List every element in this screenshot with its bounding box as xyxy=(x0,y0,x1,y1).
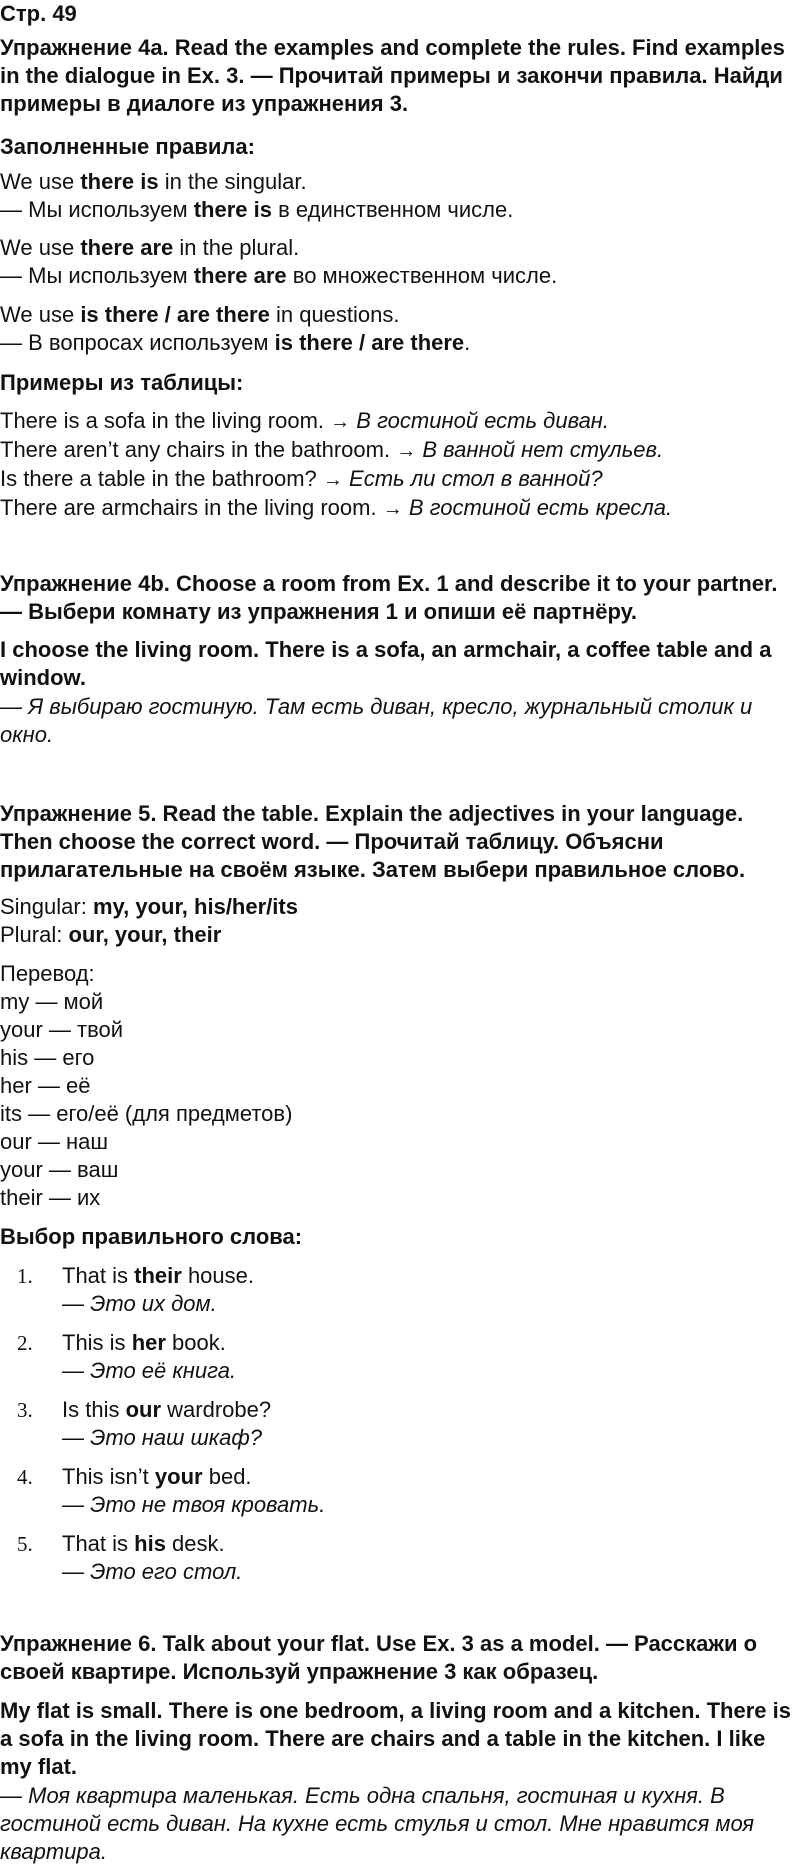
example-line: There are armchairs in the living room. → В гостиной есть кресла. xyxy=(0,495,673,520)
ex6-answer: My flat is small. There is one bedroom, a living room and a kitchen. There is a sofa in the living room. There are chairs and a table in the kitchen. I like my flat. xyxy=(0,1698,791,1779)
ex4b-translation: — Я выбираю гостиную. Там есть диван, кресло, журнальный столик и окно. xyxy=(0,694,753,747)
list-item: your — твой xyxy=(0,1017,124,1042)
ex5-choice-list: 1. That is their house. — Это их дом. 2. This is her book. — Это её книга. 3. Is this our wardrobe? — Это наш шкаф? 4. This isn’t your bed. — Это не твоя кровать. 5. That is his desk. — Это его стол. xyxy=(17,1263,326,1584)
ex5-translations xyxy=(0,960,798,1212)
ex4a-rules-heading: Заполненные правила: xyxy=(0,134,255,159)
list-item: their — их xyxy=(0,1185,101,1210)
ex5-choice-heading: Выбор правильного слова: xyxy=(0,1224,303,1249)
arrow-right-icon: → xyxy=(322,469,343,491)
ex4b-title: Упражнение 4b. Choose a room from Ex. 1 and describe it to your partner. — Выбери комнату из упражнения 1 и опиши её партнёру. xyxy=(0,571,778,624)
ex5-table: Singular: my, your, his/her/its Plural: our, your, their xyxy=(0,894,298,947)
arrow-right-icon: → xyxy=(396,440,417,462)
list-item: my — мой xyxy=(0,989,104,1014)
ex5-title: Упражнение 5. Read the table. Explain the adjectives in your language. Then choose the correct word. — Прочитай таблицу. Объясни прилагательные на своём языке. Затем выбери правильное слово. xyxy=(0,801,746,882)
ex4a-examples-heading: Примеры из таблицы: xyxy=(0,370,244,395)
arrow-right-icon: → xyxy=(330,411,351,433)
page-number: Стр. 49 xyxy=(0,1,77,26)
list-item: his — его xyxy=(0,1045,95,1070)
ex4b-answer: I choose the living room. There is a sofa, an armchair, a coffee table and a window. xyxy=(0,637,772,690)
ex6-translation: — Моя квартира маленькая. Есть одна спальня, гостиная и кухня. В гостиной есть диван. На кухне есть стулья и стол. Мне нравится моя квартира. xyxy=(0,1783,754,1864)
arrow-right-icon: → xyxy=(382,498,403,520)
example-line: There is a sofa in the living room. → В гостиной есть диван. xyxy=(0,408,610,433)
ex4a-rule-3: We use is there / are there in questions. — В вопросах используем is there / are there. xyxy=(0,302,471,355)
ex6-title: Упражнение 6. Talk about your flat. Use Ex. 3 as a model. — Расскажи о своей квартире. Используй упражнение 3 как образец. xyxy=(0,1631,758,1684)
list-item: her — её xyxy=(0,1073,91,1098)
example-line: Is there a table in the bathroom? → Есть ли стол в ванной? xyxy=(0,466,603,491)
example-line: There aren’t any chairs in the bathroom. → В ванной нет стульев. xyxy=(0,437,664,462)
list-item: your — ваш xyxy=(0,1157,119,1182)
ex4a-rule-2: We use there are in the plural. — Мы используем there are во множественном числе. xyxy=(0,235,558,288)
ex4a-rule-1: We use there is in the singular. — Мы используем there is в единственном числе. xyxy=(0,169,514,222)
translation-heading: Перевод: xyxy=(0,961,95,986)
ex4a-title: Упражнение 4a. Read the examples and complete the rules. Find examples in the dialogue in Ex. 3. — Прочитай примеры и закончи правила. Найди примеры в диалоге из упражнения 3. xyxy=(0,35,785,116)
ex4a-examples-list xyxy=(0,407,798,523)
list-item: its — его/её (для предметов) xyxy=(0,1101,293,1126)
list-item: our — наш xyxy=(0,1129,109,1154)
